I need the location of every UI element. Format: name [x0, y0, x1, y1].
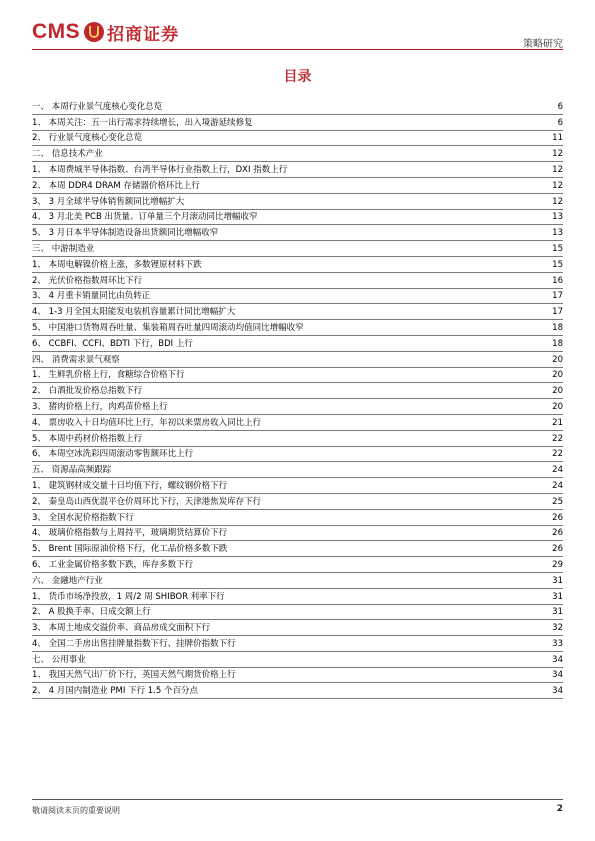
toc-entry[interactable] [32, 447, 563, 463]
toc-entry-title: 4、 票房收入十日均值环比上行，年初以来票房收入同比上行 [32, 417, 262, 428]
toc-entry[interactable] [32, 668, 563, 684]
toc-entry[interactable] [32, 636, 563, 652]
toc-entry-title: 4、 全国二手房出售挂牌量指数下行、挂牌价指数下行 [32, 638, 236, 649]
toc-entry-title: 1、 本周费城半导体指数、台湾半导体行业指数上行，DXI 指数上行 [32, 164, 288, 175]
toc-entry-page: 12 [552, 196, 563, 207]
toc-entry-title: 2、 本周 DDR4 DRAM 存储器价格环比上行 [32, 180, 200, 191]
table-of-contents [32, 99, 563, 699]
toc-entry[interactable] [32, 383, 563, 399]
toc-entry-title: 3、 4 月重卡销量同比由负转正 [32, 291, 151, 302]
toc-entry-page: 13 [552, 228, 563, 239]
toc-entry-title: 2、 4 月国内制造业 PMI 下行 1.5 个百分点 [32, 686, 199, 697]
toc-entry-title: 2、 A 股换手率、日成交额上行 [32, 607, 151, 618]
toc-entry[interactable] [32, 225, 563, 241]
toc-entry[interactable] [32, 131, 563, 147]
toc-entry[interactable] [32, 589, 563, 605]
toc-entry[interactable] [32, 510, 563, 526]
toc-entry-title: 1、 货币市场净投放，1 周/2 周 SHIBOR 利率下行 [32, 591, 225, 602]
toc-entry-title: 一、 本周行业景气度核心变化总览 [32, 101, 163, 112]
toc-entry-title: 1、 本周电解镍价格上涨，多数锂原材料下跌 [32, 259, 202, 270]
toc-entry-title: 三、 中游制造业 [32, 243, 95, 254]
toc-entry-title: 3、 本周土地成交溢价率、商品房成交面积下行 [32, 623, 211, 634]
page-header [32, 18, 563, 48]
toc-entry[interactable] [32, 541, 563, 557]
toc-entry[interactable] [32, 573, 563, 589]
toc-entry-title: 3、 猪肉价格上行，肉鸡苗价格上行 [32, 401, 168, 412]
logo-emblem-icon [84, 22, 104, 42]
toc-entry-page: 32 [552, 623, 563, 634]
toc-entry-page: 12 [552, 180, 563, 191]
toc-entry-title: 二、 信息技术产业 [32, 149, 103, 160]
toc-entry-title: 5、 3 月日本半导体制造设备出货额同比增幅收窄 [32, 228, 219, 239]
toc-entry-title: 1、 生鲜乳价格上行，食糖综合价格下行 [32, 370, 185, 381]
toc-entry-page: 6 [557, 117, 563, 128]
toc-entry[interactable] [32, 399, 563, 415]
toc-entry[interactable] [32, 289, 563, 305]
toc-entry-title: 4、 3 月北美 PCB 出货量、订单量三个月滚动同比增幅收窄 [32, 212, 258, 223]
toc-entry[interactable] [32, 683, 563, 699]
toc-entry-title: 5、 本周中药材价格指数上行 [32, 433, 143, 444]
toc-entry[interactable] [32, 99, 563, 115]
toc-entry-title: 6、 本周空冰洗彩四周滚动零售额环比上行 [32, 449, 194, 460]
page-number: 2 [556, 804, 563, 814]
toc-entry-title: 五、 资源品高频跟踪 [32, 465, 112, 476]
toc-title: 目录 [283, 69, 312, 85]
toc-entry-page: 16 [552, 275, 563, 286]
toc-entry[interactable] [32, 241, 563, 257]
toc-entry[interactable] [32, 352, 563, 368]
footer-disclaimer: 敬请阅读末页的重要说明 [32, 806, 120, 815]
toc-entry-title: 6、 工业金属价格多数下跌，库存多数下行 [32, 559, 194, 570]
toc-entry[interactable] [32, 146, 563, 162]
toc-entry[interactable] [32, 620, 563, 636]
toc-entry[interactable] [32, 526, 563, 542]
toc-entry[interactable] [32, 605, 563, 621]
toc-entry-title: 4、 1-3 月全国太阳能发电装机容量累计同比增幅扩大 [32, 307, 236, 318]
toc-entry-page: 31 [552, 607, 563, 618]
header-divider [32, 49, 563, 50]
toc-entry[interactable] [32, 273, 563, 289]
toc-entry[interactable] [32, 210, 563, 226]
toc-entry[interactable] [32, 494, 563, 510]
toc-entry[interactable] [32, 557, 563, 573]
toc-entry-page: 31 [552, 591, 563, 602]
toc-entry-page: 29 [552, 559, 563, 570]
toc-entry-title: 1、 我国天然气出厂价下行，英国天然气期货价格上行 [32, 670, 236, 681]
toc-entry-page: 12 [552, 149, 563, 160]
toc-entry[interactable] [32, 462, 563, 478]
toc-entry[interactable] [32, 320, 563, 336]
toc-entry-title: 2、 秦皇岛山西优混平仓价周环比下行，天津港焦炭库存下行 [32, 496, 262, 507]
toc-entry[interactable] [32, 652, 563, 668]
cms-logo [32, 18, 179, 46]
toc-entry-page: 20 [552, 386, 563, 397]
toc-entry[interactable] [32, 257, 563, 273]
toc-entry-title: 6、 CCBFI、CCFI、BDTI 下行，BDI 上行 [32, 338, 193, 349]
toc-entry-page: 18 [552, 322, 563, 333]
toc-entry-page: 6 [557, 101, 563, 112]
logo-chinese-text: 招商证券 [107, 24, 180, 45]
toc-entry[interactable] [32, 478, 563, 494]
toc-entry[interactable] [32, 431, 563, 447]
toc-entry-title: 六、 金融地产行业 [32, 575, 103, 586]
toc-entry-page: 15 [552, 259, 563, 270]
logo-latin-text: CMS [32, 20, 81, 43]
toc-entry-page: 25 [552, 496, 563, 507]
toc-entry-page: 22 [552, 433, 563, 444]
toc-entry-page: 22 [552, 449, 563, 460]
toc-entry-page: 31 [552, 575, 563, 586]
toc-entry-page: 26 [552, 528, 563, 539]
toc-entry-page: 20 [552, 370, 563, 381]
toc-entry-page: 21 [552, 417, 563, 428]
toc-entry-page: 34 [552, 654, 563, 665]
toc-entry-page: 13 [552, 212, 563, 223]
toc-entry-title: 2、 光伏价格指数周环比下行 [32, 275, 143, 286]
toc-entry[interactable] [32, 336, 563, 352]
toc-entry-page: 34 [552, 686, 563, 697]
toc-entry[interactable] [32, 415, 563, 431]
toc-entry-page: 11 [552, 133, 563, 144]
toc-entry[interactable] [32, 115, 563, 131]
toc-entry-title: 2、 行业景气度核心变化总览 [32, 133, 143, 144]
toc-entry-page: 18 [552, 338, 563, 349]
toc-entry-page: 24 [552, 480, 563, 491]
toc-entry-title: 5、 Brent 国际原油价格下行，化工品价格多数下跌 [32, 544, 228, 555]
toc-entry[interactable] [32, 178, 563, 194]
toc-entry[interactable] [32, 194, 563, 210]
toc-entry-title: 3、 3 月全球半导体销售额同比增幅扩大 [32, 196, 185, 207]
toc-entry-page: 17 [552, 291, 563, 302]
toc-entry-page: 20 [552, 354, 563, 365]
toc-entry[interactable] [32, 162, 563, 178]
report-type-label: 策略研究 [523, 39, 563, 50]
toc-entry-page: 20 [552, 401, 563, 412]
toc-entry-page: 12 [552, 164, 563, 175]
toc-entry-title: 5、 中国港口货物周吞吐量、集装箱周吞吐量四周滚动均值同比增幅收窄 [32, 322, 304, 333]
toc-entry-page: 26 [552, 544, 563, 555]
toc-entry-page: 15 [552, 243, 563, 254]
toc-entry-title: 2、 白酒批发价格总指数下行 [32, 386, 143, 397]
toc-entry-page: 33 [552, 638, 563, 649]
toc-entry-title: 3、 全国水泥价格指数下行 [32, 512, 134, 523]
toc-entry-page: 17 [552, 307, 563, 318]
toc-entry-title: 1、 本周关注：五一出行需求持续增长，出入境游延续修复 [32, 117, 253, 128]
toc-entry-page: 26 [552, 512, 563, 523]
toc-entry-page: 24 [552, 465, 563, 476]
toc-entry-page: 34 [552, 670, 563, 681]
toc-entry-title: 四、 消费需求景气观察 [32, 354, 120, 365]
toc-entry-title: 4、 玻璃价格指数与上周持平，玻璃期货结算价下行 [32, 528, 228, 539]
toc-entry[interactable] [32, 368, 563, 384]
toc-entry-title: 1、 建筑钢材成交量十日均值下行，螺纹钢价格下行 [32, 480, 228, 491]
toc-entry[interactable] [32, 304, 563, 320]
footer-divider [32, 799, 563, 800]
toc-entry-title: 七、 公用事业 [32, 654, 86, 665]
